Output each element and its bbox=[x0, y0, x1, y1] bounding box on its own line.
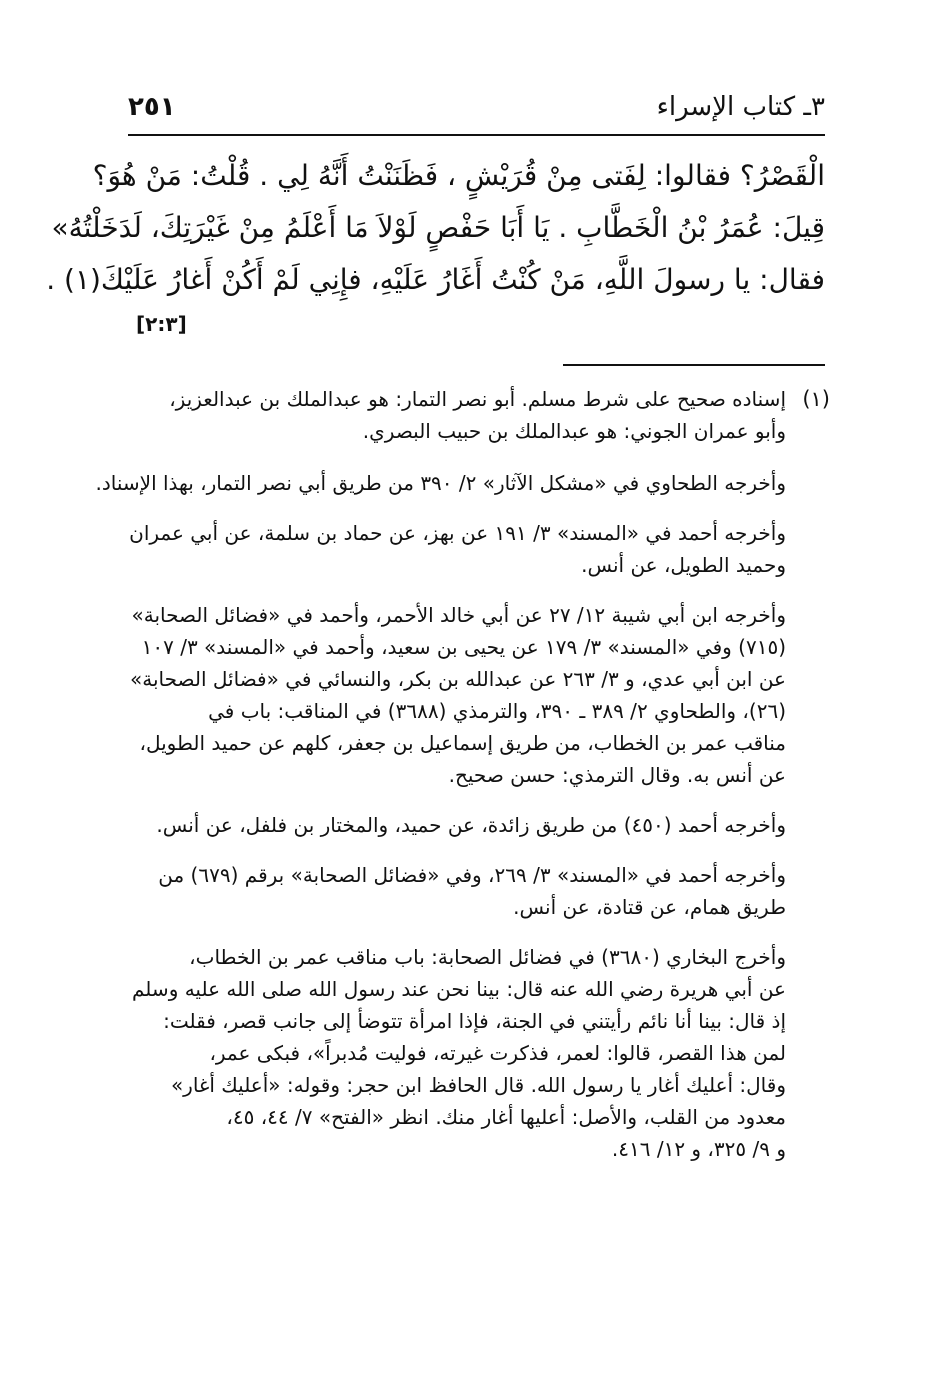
footnote-line: إسناده صحيح على شرط مسلم. أبو نصر التمار: هو عبدالملك بن عبدالعزيز، bbox=[169, 387, 786, 411]
footnote-line: وأخرجه أحمد في «المسند» ٣/ ٢٦٩، وفي «فضائل الصحابة» برقم (٦٧٩) من bbox=[158, 863, 786, 887]
footnote-line: وأخرجه أحمد في «المسند» ٣/ ١٩١ عن بهز، عن حماد بن سلمة، عن أبي عمران bbox=[129, 521, 786, 545]
footnote-line: طريق همام، عن قتادة، عن أنس. bbox=[513, 895, 786, 919]
footnote-line: (٧١٥) وفي «المسند» ٣/ ١٧٩ عن يحيى بن سعيد، وأحمد في «المسند» ٣/ ١٠٧ bbox=[141, 635, 786, 659]
footnote-paragraph bbox=[130, 517, 786, 581]
page-number: ٢٥١ bbox=[128, 92, 176, 122]
footnote-line: عن أنس به. وقال الترمذي: حسن صحيح. bbox=[448, 763, 786, 787]
footnote-line: وأخرجه أحمد (٤٥٠) من طريق زائدة، عن حميد، والمختار بن فلفل، عن أنس. bbox=[156, 813, 786, 837]
footnote-line: معدود من القلب، والأصل: أعليها أغار منك. انظر «الفتح» ٧/ ٤٤، ٤٥، bbox=[226, 1105, 786, 1129]
footnote-line: إذ قال: بينا أنا نائم رأيتني في الجنة، فإذا امرأة تتوضأ إلى جانب قصر، فقلت: bbox=[163, 1009, 786, 1033]
footnote-paragraph bbox=[130, 809, 786, 841]
footnotes bbox=[95, 383, 830, 1183]
main-text bbox=[46, 150, 825, 306]
header-rule bbox=[128, 134, 825, 136]
footnote-line: مناقب عمر بن الخطاب، من طريق إسماعيل بن جعفر، كلهم عن حميد الطويل، bbox=[139, 731, 786, 755]
main-text-line: الْقَصْرُ؟ فقالوا: لِفَتى مِنْ قُرَيْشٍ ، فَظَنَنْتُ أَنَّهُ لِي . قُلْتُ: مَنْ هُوَ؟ bbox=[92, 159, 825, 192]
footnote-line: و ٩/ ٣٢٥، و ١٢/ ٤١٦. bbox=[611, 1137, 786, 1161]
footnote-rule bbox=[563, 364, 825, 366]
footnote-line: لمن هذا القصر، قالوا: لعمر، فذكرت غيرته، فوليت مُدبراً»، فبكى عمر، bbox=[209, 1041, 786, 1065]
footnote-line: وأبو عمران الجوني: هو عبدالملك بن حبيب البصري. bbox=[362, 419, 786, 443]
footnote-paragraph bbox=[130, 383, 786, 447]
footnote-line: وحميد الطويل، عن أنس. bbox=[581, 553, 786, 577]
hadith-reference: [٢:٣] bbox=[136, 312, 187, 336]
footnote-marker: (١) bbox=[802, 387, 830, 411]
footnote-line: وأخرجه ابن أبي شيبة ١٢/ ٢٧ عن أبي خالد الأحمر، وأحمد في «فضائل الصحابة» bbox=[131, 603, 786, 627]
footnote-line: وأخرج البخاري (٣٦٨٠) في فضائل الصحابة: باب مناقب عمر بن الخطاب، bbox=[189, 945, 786, 969]
footnote-paragraph bbox=[95, 467, 786, 499]
footnote-line: وقال: أعليك أغار يا رسول الله. قال الحافظ ابن حجر: وقوله: «أعليك أغار» bbox=[170, 1073, 786, 1097]
main-text-line: قِيلَ: عُمَرُ بْنُ الْخَطَّابِ . يَا أَبَا حَفْصٍ لَوْلاَ مَا أَعْلَمُ مِنْ غَيْرَتِكَ، لَدَخَلْتُهُ» bbox=[51, 211, 825, 244]
footnote-line: (٢٦)، والطحاوي ٢/ ٣٨٩ ـ ٣٩٠، والترمذي (٣٦٨٨) في المناقب: باب في bbox=[208, 699, 786, 723]
footnote-paragraph bbox=[130, 941, 786, 1165]
running-title: ٣ـ كتاب الإسراء bbox=[656, 92, 825, 122]
footnote-line: عن ابن أبي عدي، و ٣/ ٢٦٣ عن عبدالله بن بكر، والنسائي في «فضائل الصحابة» bbox=[130, 667, 786, 691]
main-text-line: فقال: يا رسولَ اللَّهِ، مَنْ كُنْتُ أَغَارُ عَلَيْهِ، فإِنِي لَمْ أَكُنْ أَغارُ عَلَيْكَ(١) . bbox=[46, 263, 825, 296]
page-header bbox=[128, 88, 825, 128]
footnote-paragraph bbox=[130, 599, 786, 791]
footnote-line: وأخرجه الطحاوي في «مشكل الآثار» ٢/ ٣٩٠ من طريق أبي نصر التمار، بهذا الإسناد. bbox=[95, 471, 786, 495]
footnote-line: عن أبي هريرة رضي الله عنه قال: بينا نحن عند رسول الله صلى الله عليه وسلم bbox=[132, 977, 786, 1001]
footnote-paragraph bbox=[130, 859, 786, 923]
